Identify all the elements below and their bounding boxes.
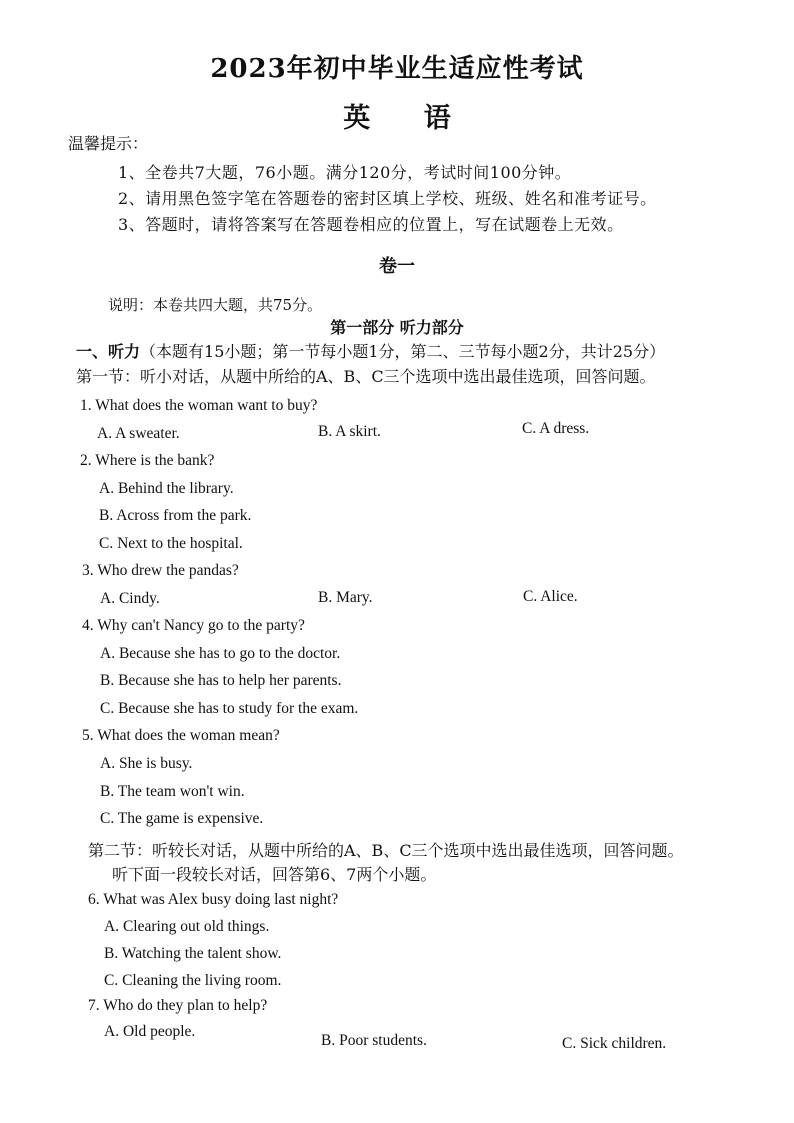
volume-note: 说明：本卷共四大题，共75分。 xyxy=(108,296,323,314)
option: A. Cindy. xyxy=(100,590,160,607)
subsection-1-instruction: 第一节：听小对话，从题中所给的A、B、C三个选项中选出最佳选项，回答问题。 xyxy=(76,367,656,386)
tip-item: 1、全卷共7大题，76小题。满分120分，考试时间100分钟。 xyxy=(118,163,572,182)
option: A. She is busy. xyxy=(100,755,193,772)
option: B. Poor students. xyxy=(321,1032,427,1049)
exam-title: 2023年初中毕业生适应性考试 xyxy=(210,54,584,84)
question-stem: 5. What does the woman mean? xyxy=(82,727,280,744)
option: C. A dress. xyxy=(522,420,590,437)
tip-item: 3、答题时，请将答案写在答题卷相应的位置上，写在试题卷上无效。 xyxy=(118,215,624,234)
option: A. A sweater. xyxy=(97,425,180,442)
question-stem: 1. What does the woman want to buy? xyxy=(80,397,318,414)
question-stem: 3. Who drew the pandas? xyxy=(82,562,239,579)
option: C. Alice. xyxy=(523,588,578,605)
option: B. Watching the talent show. xyxy=(104,945,282,962)
volume-title: 卷一 xyxy=(379,256,415,277)
option: C. Next to the hospital. xyxy=(99,535,243,552)
question-stem: 6. What was Alex busy doing last night? xyxy=(88,891,339,908)
option: C. Sick children. xyxy=(562,1035,667,1052)
question-stem: 2. Where is the bank? xyxy=(80,452,215,469)
section-title-bold: 一、听力 xyxy=(76,342,141,361)
option: B. The team won't win. xyxy=(100,783,245,800)
option: B. Mary. xyxy=(318,589,373,606)
option: A. Behind the library. xyxy=(99,480,234,497)
section-title xyxy=(76,339,665,362)
option: B. Because she has to help her parents. xyxy=(100,672,342,689)
part-title: 第一部分 听力部分 xyxy=(330,318,464,337)
tip-item: 2、请用黑色签字笔在答题卷的密封区填上学校、班级、姓名和准考证号。 xyxy=(118,189,657,208)
subsection-2-instruction: 第二节：听较长对话，从题中所给的A、B、C三个选项中选出最佳选项，回答问题。 xyxy=(88,841,684,860)
option: C. The game is expensive. xyxy=(100,810,264,827)
subsection-2-note: 听下面一段较长对话，回答第6、7两个小题。 xyxy=(112,865,437,884)
option: B. A skirt. xyxy=(318,423,381,440)
section-title-rest: （本题有15小题；第一节每小题1分，第二、三节每小题2分，共计25分） xyxy=(140,342,666,361)
option: A. Clearing out old things. xyxy=(104,918,270,935)
option: A. Old people. xyxy=(104,1023,196,1040)
option: C. Because she has to study for the exam. xyxy=(100,700,359,717)
tips-label: 温馨提示： xyxy=(68,134,149,153)
option: A. Because she has to go to the doctor. xyxy=(100,645,341,662)
subject-title: 英 语 xyxy=(343,103,473,134)
option: C. Cleaning the living room. xyxy=(104,972,282,989)
question-stem: 4. Why can't Nancy go to the party? xyxy=(82,617,305,634)
option: B. Across from the park. xyxy=(99,507,252,524)
question-stem: 7. Who do they plan to help? xyxy=(88,997,268,1014)
